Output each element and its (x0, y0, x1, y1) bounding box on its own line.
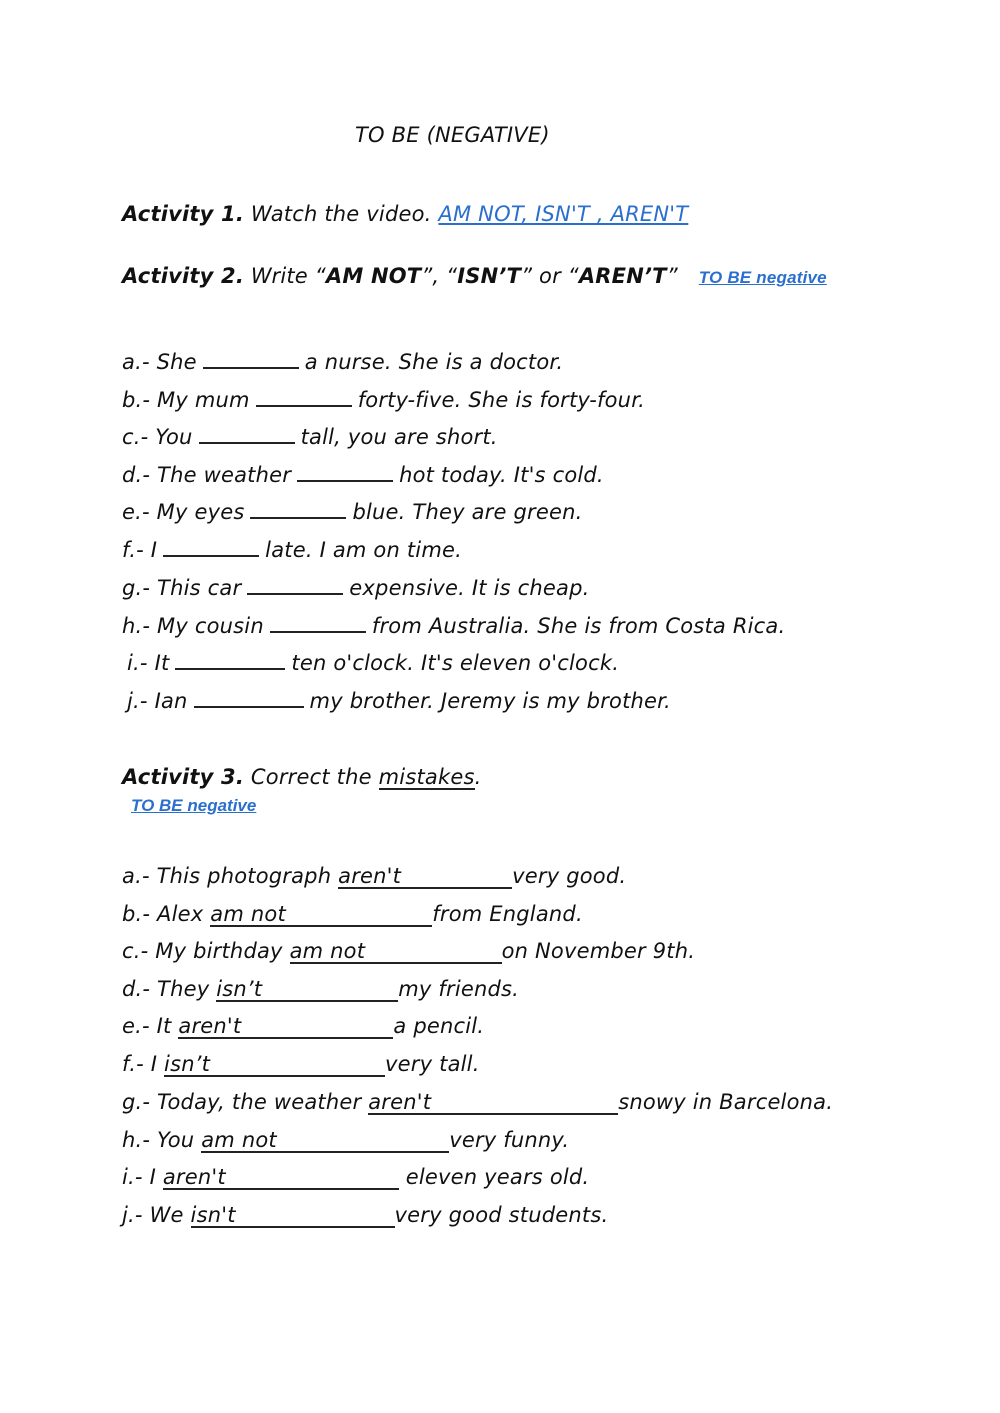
activity-3-link[interactable]: TO BE negative (131, 796, 257, 815)
item-text: on November 9th. (501, 939, 696, 963)
item-text: e.- My eyes (122, 500, 245, 524)
activity-2-label: Activity 2. (122, 264, 245, 288)
activity-2-link[interactable]: TO BE negative (698, 268, 827, 287)
item-text: c.- My birthday (122, 939, 283, 963)
list-item (122, 1050, 480, 1078)
item-text: forty-five. She is forty-four. (357, 388, 645, 412)
item-text: a nurse. She is a doctor. (304, 350, 564, 374)
answer-blank[interactable] (250, 499, 346, 519)
item-text: h.- My cousin (122, 614, 264, 638)
wrong-form[interactable]: aren't (368, 1091, 618, 1115)
option-close-quote: ” (666, 264, 678, 288)
item-text: very good students. (394, 1203, 609, 1227)
wrong-form[interactable]: am not (210, 903, 432, 927)
list-item (122, 975, 519, 1003)
wrong-form[interactable]: isn’t (216, 978, 398, 1002)
list-item (122, 461, 604, 489)
item-text: j.- Ian (127, 689, 188, 713)
wrong-form[interactable]: isn’t (164, 1053, 385, 1077)
list-item (122, 536, 462, 564)
item-text: blue. They are green. (352, 500, 583, 524)
answer-blank[interactable] (270, 613, 366, 633)
list-item (122, 1201, 608, 1229)
item-text: eleven years old. (405, 1165, 590, 1189)
item-text: very tall. (385, 1052, 480, 1076)
answer-blank[interactable] (175, 650, 285, 670)
item-text: from England. (432, 902, 583, 926)
item-text: f.- I (122, 538, 158, 562)
item-text: g.- Today, the weather (122, 1090, 362, 1114)
option-separator: ”, “ (421, 264, 458, 288)
option-am-not: AM NOT (325, 264, 422, 288)
item-text: d.- The weather (122, 463, 292, 487)
activity-2-line (122, 262, 827, 292)
list-item (122, 937, 695, 965)
item-text: very good. (512, 864, 627, 888)
answer-blank[interactable] (256, 387, 352, 407)
item-text: ten o'clock. It's eleven o'clock. (291, 651, 620, 675)
item-text: b.- My mum (122, 388, 250, 412)
option-arent: AREN’T (578, 264, 667, 288)
item-text: snowy in Barcelona. (618, 1090, 834, 1114)
item-text: i.- I (122, 1165, 156, 1189)
item-text: from Australia. She is from Costa Rica. (371, 614, 786, 638)
answer-blank[interactable] (203, 349, 299, 369)
activity-1-video-link[interactable]: AM NOT, ISN'T , AREN'T (438, 202, 689, 226)
list-item (122, 900, 583, 928)
wrong-form[interactable]: am not (290, 940, 502, 964)
item-text: tall, you are short. (300, 425, 498, 449)
answer-blank[interactable] (199, 424, 295, 444)
item-text: c.- You (122, 425, 193, 449)
item-text: hot today. It's cold. (399, 463, 604, 487)
activity-2-instruction-start: Write “ (250, 264, 326, 288)
item-text: f.- I (122, 1052, 158, 1076)
wrong-form[interactable]: am not (201, 1129, 449, 1153)
list-item (127, 649, 619, 677)
item-text: a.- She (122, 350, 197, 374)
item-text: expensive. It is cheap. (349, 576, 590, 600)
answer-blank[interactable] (194, 688, 304, 708)
item-text: j.- We (122, 1203, 184, 1227)
activity-1-instruction: Watch the video. (250, 202, 432, 226)
option-separator: ” or “ (521, 264, 579, 288)
item-text: e.- It (122, 1014, 172, 1038)
activity-1-label: Activity 1. (122, 202, 245, 226)
list-item (122, 1012, 484, 1040)
answer-blank[interactable] (297, 462, 393, 482)
wrong-form[interactable]: isn't (191, 1204, 395, 1228)
answer-blank[interactable] (163, 537, 259, 557)
wrong-form[interactable]: aren't (338, 865, 512, 889)
wrong-form[interactable]: aren't (163, 1166, 399, 1190)
list-item (122, 1163, 589, 1191)
list-item (122, 574, 589, 602)
item-text: a pencil. (393, 1014, 485, 1038)
item-text: my friends. (398, 977, 520, 1001)
list-item (122, 348, 563, 376)
activity-3-line (122, 763, 481, 791)
list-item (122, 1088, 833, 1116)
option-isnt: ISN’T (457, 264, 522, 288)
item-text: d.- They (122, 977, 210, 1001)
item-text: g.- This car (122, 576, 242, 600)
item-text: very funny. (449, 1128, 570, 1152)
list-item (122, 1126, 569, 1154)
list-item (122, 862, 626, 890)
answer-blank[interactable] (247, 575, 343, 595)
item-text: h.- You (122, 1128, 195, 1152)
page-title: TO BE (NEGATIVE) (355, 123, 550, 147)
item-text: b.- Alex (122, 902, 204, 926)
activity-3-label: Activity 3. (122, 765, 245, 789)
activity-1-line (122, 200, 688, 228)
activity-3-instruction: Correct the (250, 765, 372, 789)
item-text: i.- It (127, 651, 170, 675)
list-item (122, 386, 645, 414)
list-item (122, 423, 498, 451)
wrong-form[interactable]: aren't (178, 1015, 393, 1039)
list-item (122, 612, 785, 640)
activity-3-period: . (474, 765, 482, 789)
list-item (127, 687, 671, 715)
item-text: late. I am on time. (265, 538, 462, 562)
item-text: a.- This photograph (122, 864, 332, 888)
list-item (122, 498, 582, 526)
item-text: my brother. Jeremy is my brother. (309, 689, 671, 713)
activity-3-underlined-word: mistakes (378, 765, 475, 789)
